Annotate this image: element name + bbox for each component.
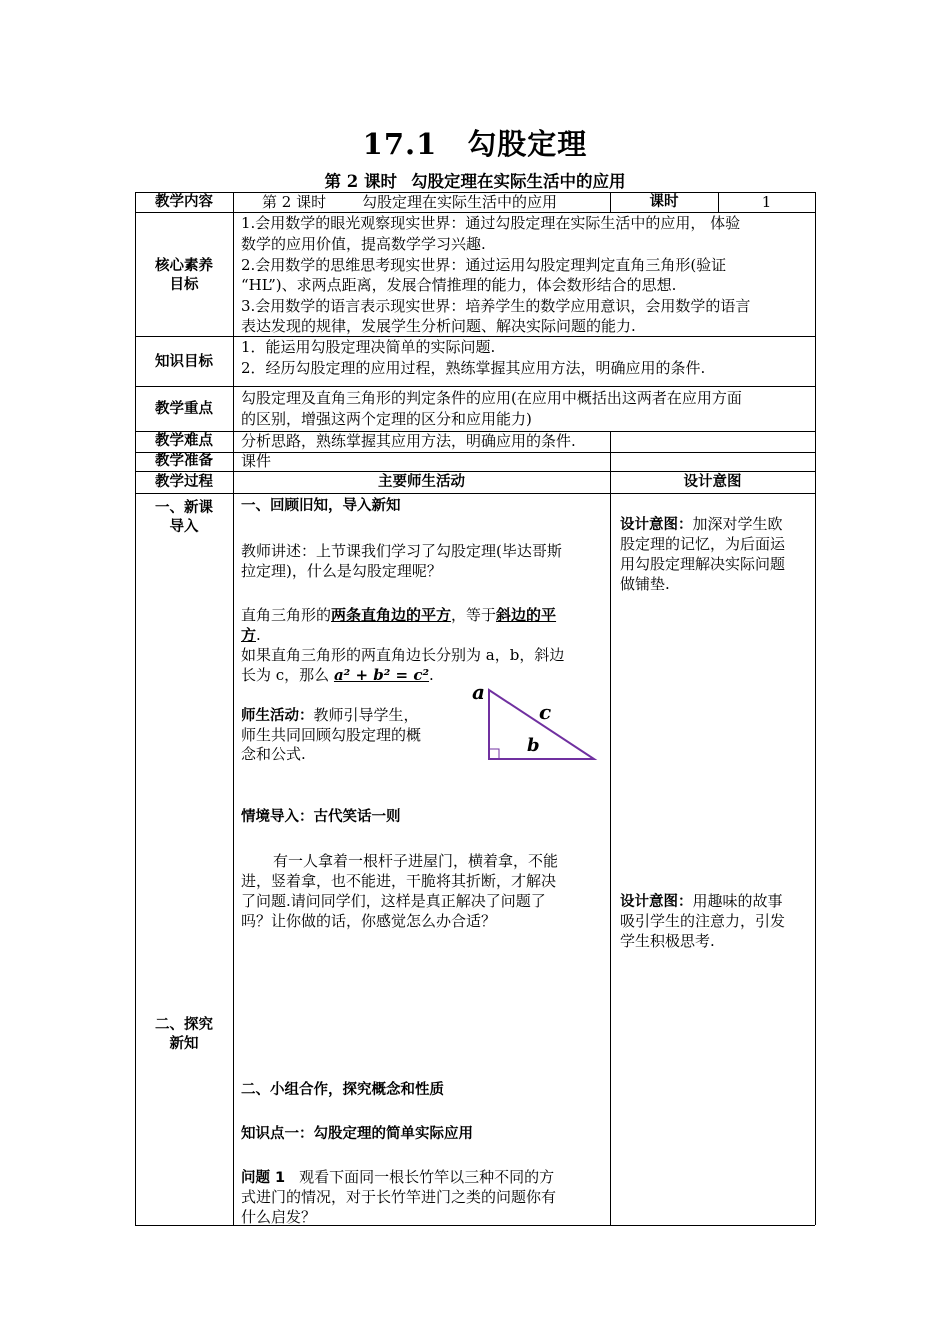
pythagorean-formula: a² + b² = c² [333, 666, 430, 684]
intent-2-label: 设计意图： [620, 894, 693, 910]
story-line: 了问题.请问同学们，这样是真正解决了问题了 [241, 892, 546, 910]
core-line: 1.会用数学的眼光观察现实世界：通过勾股定理在实际生活中的应用， 体验 [241, 214, 741, 232]
knowledge-line: 2．经历勾股定理的应用过程，熟练掌握其应用方法，明确应用的条件. [241, 359, 706, 377]
prepare-text: 课件 [241, 452, 272, 470]
intent-2-line: 学生积极思考. [620, 932, 715, 950]
right-triangle-figure [468, 680, 603, 770]
label-prepare: 教学准备 [155, 453, 213, 469]
label-a: a [472, 680, 485, 704]
label-key: 教学重点 [155, 401, 213, 417]
label-knowledge: 知识目标 [155, 354, 213, 370]
question-1-text: 观看下面同一根长竹竿以三种不同的方 [299, 1168, 555, 1186]
right-angle-mark [489, 749, 499, 759]
label-hours: 课时 [649, 194, 679, 210]
teacher-line: 教师讲述：上节课我们学习了勾股定理(毕达哥斯 [241, 542, 562, 560]
stage2-line1: 二、探究 [155, 1017, 213, 1033]
question-1-label: 问题 1 [241, 1170, 286, 1186]
activity-label: 师生活动： [241, 708, 314, 724]
subtitle-lesson: 第 2 课时 [324, 172, 397, 191]
def-pre: 直角三角形的 [241, 606, 332, 624]
label-difficult: 教学难点 [155, 433, 213, 449]
label-c: c [539, 700, 552, 724]
table-line [135, 336, 815, 337]
table-line [135, 192, 136, 1225]
table-line [815, 192, 816, 1225]
label-content: 教学内容 [155, 194, 213, 210]
activity-text: 教师引导学生， [313, 706, 419, 724]
label-intent: 设计意图 [683, 474, 742, 490]
content-topic: 勾股定理在实际生活中的应用 [362, 193, 558, 211]
activity-line: 念和公式. [241, 745, 306, 763]
activity-line-1 [241, 706, 419, 726]
intent-1-line: 做铺垫. [620, 575, 670, 593]
knowledge-point-1: 知识点一：勾股定理的简单实际应用 [241, 1126, 473, 1142]
section-heading-2: 二、小组合作，探究概念和性质 [241, 1082, 444, 1098]
table-line [135, 471, 815, 472]
table-line [135, 212, 815, 213]
key-line: 勾股定理及直角三角形的判定条件的应用(在应用中概括出这两者在应用方面 [241, 389, 742, 407]
story-line: 进，竖着拿，也不能进，干脆将其折断，才解决 [241, 872, 557, 890]
intent-2-line-1 [620, 892, 783, 912]
table-line [233, 192, 234, 1225]
intent-1-label: 设计意图： [620, 517, 693, 533]
if-end: . [429, 666, 434, 684]
intent-2-line: 吸引学生的注意力，引发 [620, 912, 786, 930]
table-line [135, 493, 815, 494]
table-line [135, 386, 815, 387]
label-activity: 主要师生活动 [378, 474, 465, 490]
def-hyp: 斜边的平 [496, 606, 557, 624]
question-1-line-1 [241, 1168, 554, 1188]
definition-line-2 [241, 626, 261, 645]
activity-line: 师生共同回顾勾股定理的概 [241, 726, 422, 744]
core-line: 3.会用数学的语言表示现实世界：培养学生的数学应用意识，会用数学的语言 [241, 297, 751, 315]
hours-value: 1 [761, 193, 772, 211]
question-1-line: 什么启发？ [241, 1208, 317, 1226]
label-core-line1: 核心素养 [155, 258, 213, 274]
lesson-subtitle [0, 168, 950, 192]
table-line [135, 1225, 815, 1226]
teacher-line: 拉定理)，什么是勾股定理呢？ [241, 562, 442, 580]
label-b: b [527, 735, 540, 756]
if-line-2 [241, 666, 434, 685]
stage2-line2: 新知 [169, 1036, 199, 1052]
story-line: 有一人拿着一根杆子进屋门，横着拿，不能 [273, 852, 559, 870]
subtitle-topic: 勾股定理在实际生活中的应用 [410, 172, 626, 191]
section-heading-1: 一、回顾旧知，导入新知 [241, 498, 401, 514]
knowledge-line: 1．能运用勾股定理决简单的实际问题. [241, 338, 496, 356]
label-core-line2: 目标 [169, 277, 199, 293]
stage1-line2: 导入 [169, 519, 199, 535]
page-title: 17.1 勾股定理 [362, 127, 588, 161]
content-lesson: 第 2 课时 [262, 193, 327, 211]
def-legs: 两条直角边的平方 [331, 606, 452, 624]
difficult-text: 分析思路，熟练掌握其应用方法，明确应用的条件. [241, 432, 576, 450]
intent-1-line-1 [620, 515, 783, 535]
intent-1-line: 用勾股定理解决实际问题 [620, 555, 786, 573]
def-end: . [256, 626, 261, 644]
core-line: “HL”)、求两点距离，发展合情推理的能力，体会数形结合的思想. [241, 276, 677, 294]
core-line: 数学的应用价值，提高数学学习兴趣. [241, 235, 486, 253]
definition-line [241, 606, 556, 625]
scenario-heading: 情境导入：古代笑话一则 [241, 809, 401, 825]
if-pre: 长为 c，那么 [241, 666, 330, 684]
table-line [135, 452, 815, 453]
core-line: 2.会用数学的思维思考现实世界：通过运用勾股定理判定直角三角形(验证 [241, 256, 727, 274]
table-line [610, 431, 611, 1225]
def-mid: ，等于 [451, 606, 497, 624]
label-process: 教学过程 [155, 474, 213, 490]
story-line: 吗？让你做的话，你感觉怎么办合适？ [241, 912, 497, 930]
question-1-line: 式进门的情况，对于长竹竿进门之类的问题你有 [241, 1188, 557, 1206]
if-line: 如果直角三角形的两直角边长分别为 a，b，斜边 [241, 646, 565, 664]
stage1-line1: 一、新课 [155, 500, 213, 516]
key-line: 的区别，增强这两个定理的区分和应用能力) [241, 410, 532, 428]
core-line: 表达发现的规律，发展学生分析问题、解决实际问题的能力. [241, 317, 636, 335]
intent-1-line: 股定理的记忆，为后面运 [620, 535, 786, 553]
intent-2-text: 用趣味的故事 [692, 892, 783, 910]
intent-1-text: 加深对学生欧 [692, 515, 783, 533]
def-hyp-end: 方 [241, 626, 257, 644]
